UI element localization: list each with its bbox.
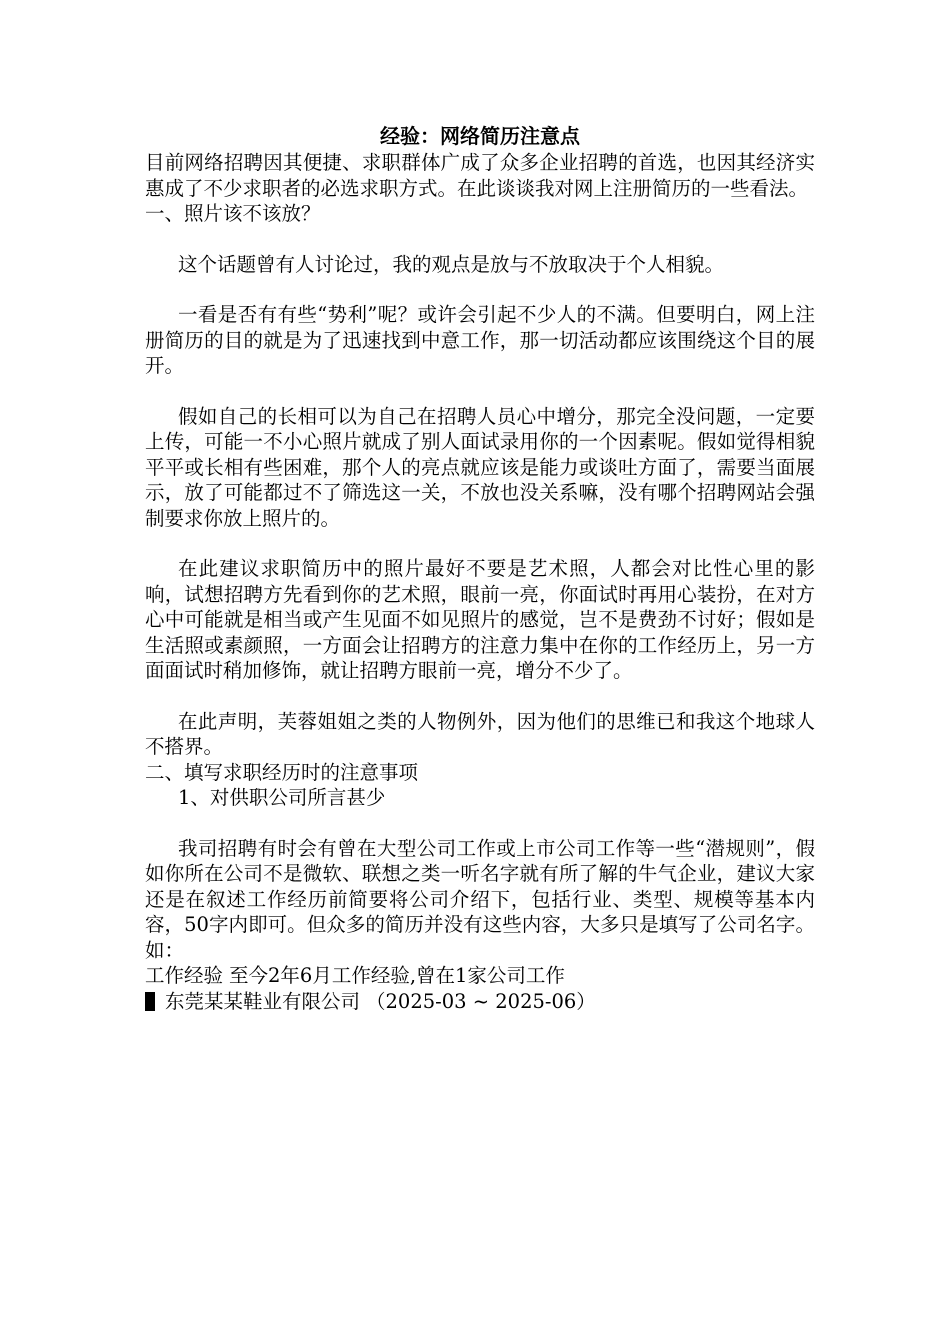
document-title: 经验：网络简历注意点 <box>380 124 580 148</box>
section1-paragraph-2: 一看是否有有些“势利”呢？或许会引起不少人的不满。但要明白，网上注册简历的目的就是为了迅速找到中意工作，那一切活动都应该围绕这个目的展开。 <box>145 303 815 377</box>
section2-subheading-1: 1、对供职公司所言甚少 <box>178 786 386 809</box>
work-experience-label: 工作经验 <box>145 964 224 987</box>
company-period: （2025-03 ~ 2025-06） <box>366 989 596 1013</box>
document-page <box>145 122 815 1014</box>
bullet-block-icon <box>145 992 155 1011</box>
section2-heading: 二、填写求职经历时的注意事项 <box>145 760 419 784</box>
work-experience-line <box>145 963 815 989</box>
section1-heading: 一、照片该不该放？ <box>145 202 321 225</box>
section1-paragraph-4: 在此建议求职简历中的照片最好不要是艺术照，人都会对比性心里的影响，试想招聘方先看到你的艺术照，眼前一亮，你面试时再用心装扮，在对方心中可能就是相当或产生见面不如见照片的感觉，岂不是费劲不讨好；假如是生活照或素颜照，一方面会让招聘方的注意力集中在你的工作经历上，另一方面面试时稍加修饰，就让招聘方眼前一亮，增分不少了。 <box>145 557 815 682</box>
section1-paragraph-5: 在此声明，芙蓉姐姐之类的人物例外，因为他们的思维已和我这个地球人不搭界。 <box>145 709 815 758</box>
section2-paragraph: 我司招聘有时会有曾在大型公司工作或上市公司工作等一些“潜规则”，假如你所在公司不是微软、联想之类一听名字就有所了解的牛气企业，建议大家还是在叙述工作经历前简要将公司介绍下，包括行业、类型、规模等基本内容，50字内即可。但众多的简历并没有这些内容，大多只是填写了公司名字。如： <box>145 836 815 962</box>
company-line <box>145 989 815 1015</box>
company-name: 东莞某某鞋业有限公司 <box>165 989 361 1013</box>
intro-paragraph: 目前网络招聘因其便捷、求职群体广成了众多企业招聘的首选，也因其经济实惠成了不少求职者的必选求职方式。在此谈谈我对网上注册简历的一些看法。 <box>145 151 815 200</box>
section1-paragraph-1: 这个话题曾有人讨论过，我的观点是放与不放取决于个人相貌。 <box>178 252 725 276</box>
work-experience-value: 至今2年6月工作经验,曾在1家公司工作 <box>229 964 565 987</box>
section1-paragraph-3: 假如自己的长相可以为自己在招聘人员心中增分，那完全没问题，一定要上传，可能一不小心照片就成了别人面试录用你的一个因素呢。假如觉得相貌平平或长相有些困难，那个人的亮点就应该是能力或谈吐方面了，需要当面展示，放了可能都过不了筛选这一关，不放也没关系嘛，没有哪个招聘网站会强制要求你放上照片的。 <box>145 404 815 530</box>
